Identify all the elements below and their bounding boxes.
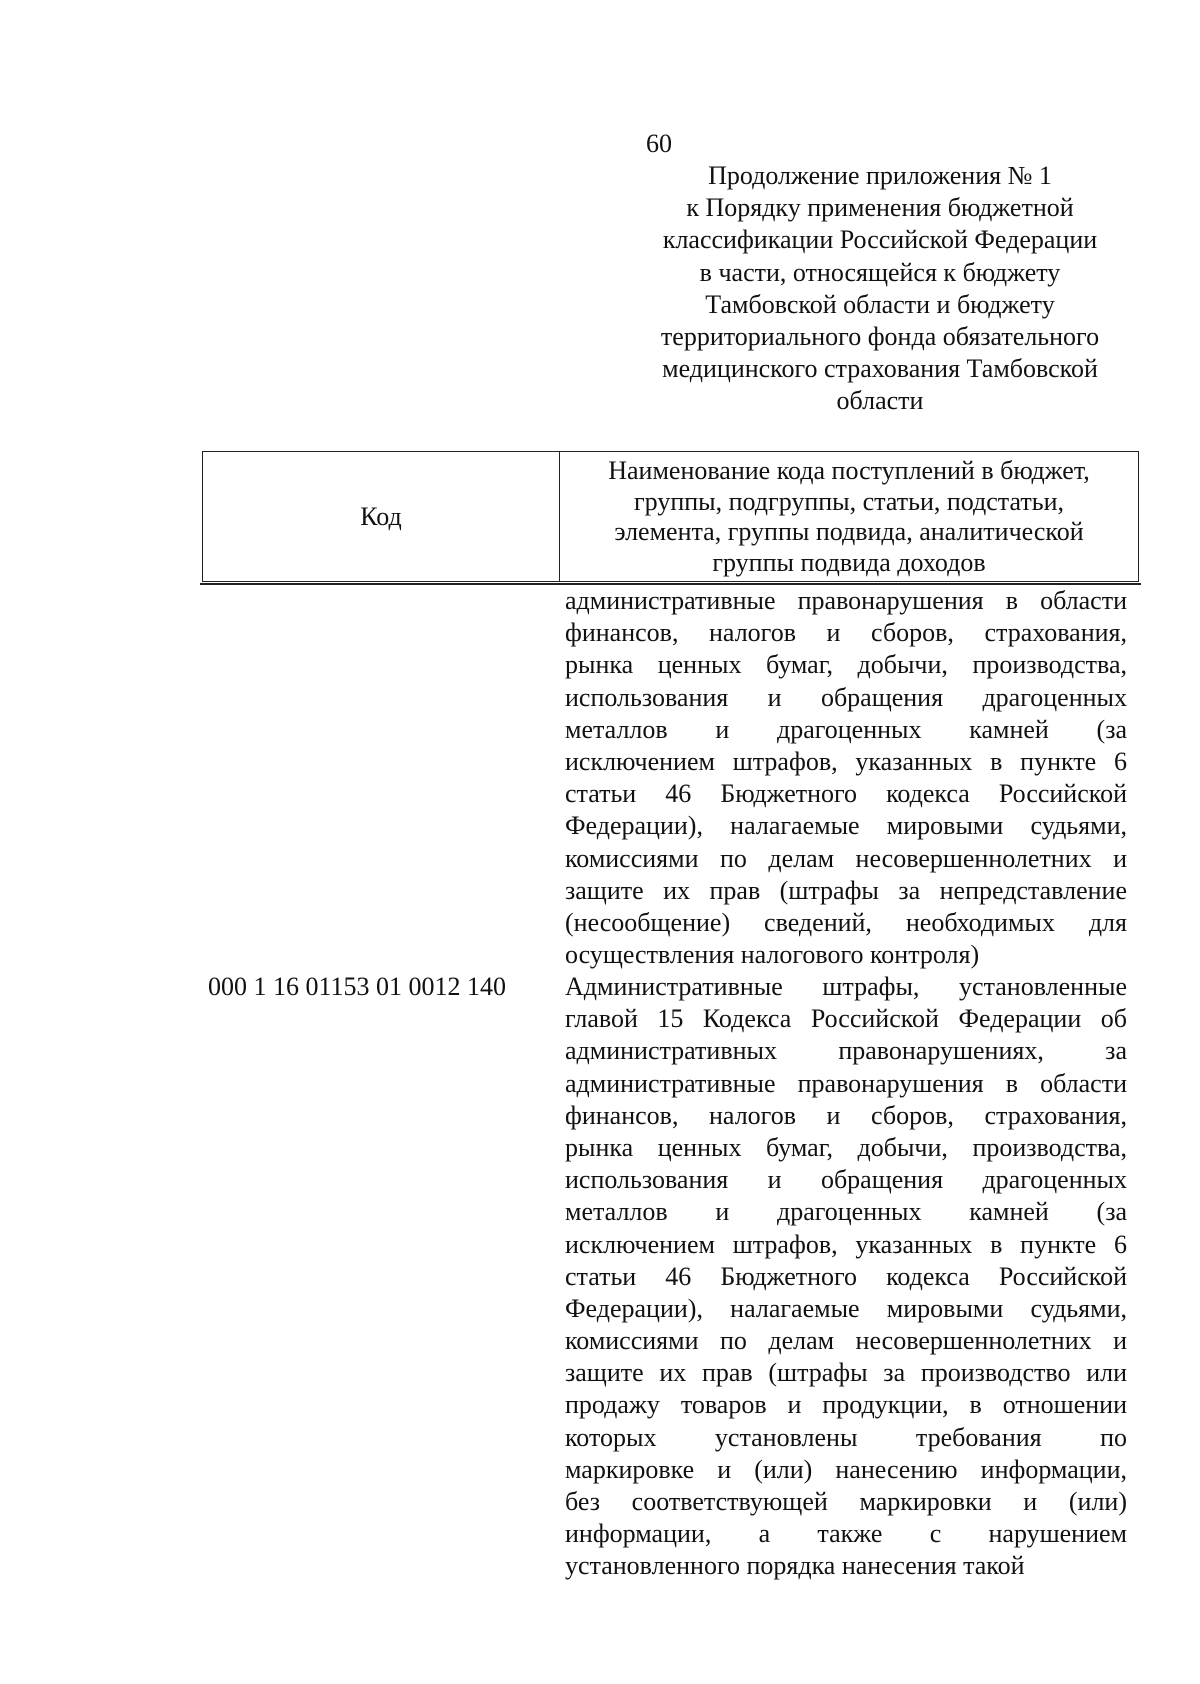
appendix-caption-line: территориального фонда обязательного (660, 322, 1100, 352)
header-name-line: группы подвида доходов (712, 547, 986, 577)
description-line: продажу товаров и продукции, в отношении (565, 1390, 1127, 1420)
appendix-caption (636, 160, 1124, 418)
description-line: Федерации), налагаемые мировыми судьями, (565, 1293, 1127, 1323)
description-line: административных правонарушениях, за (565, 1036, 1127, 1066)
description-line: установленного порядка нанесения такой (565, 1551, 1025, 1581)
description-line: Федерации), налагаемые мировыми судьями, (565, 811, 1127, 841)
description-line: информации, а также с нарушением (565, 1519, 1127, 1549)
description-line: комиссиями по делам несовершеннолетних и (565, 843, 1127, 873)
description-line: комиссиями по делам несовершеннолетних и (565, 1326, 1127, 1356)
row-description (565, 585, 1127, 971)
description-line: (несообщение) сведений, необходимых для (565, 907, 1127, 937)
description-line: металлов и драгоценных камней (за (565, 1197, 1127, 1227)
description-line: главой 15 Кодекса Российской Федерации об (565, 1004, 1127, 1034)
description-line: использования и обращения драгоценных (565, 1165, 1127, 1195)
description-line: статьи 46 Бюджетного кодекса Российской (565, 779, 1127, 809)
description-line: финансов, налогов и сборов, страхования, (565, 618, 1127, 648)
appendix-caption-line: в части, относящейся к бюджету (699, 257, 1061, 287)
description-line: использования и обращения драгоценных (565, 682, 1127, 712)
header-code-cell: Код (203, 452, 560, 581)
description-line: защите их прав (штрафы за производство или (565, 1358, 1127, 1388)
description-line: металлов и драгоценных камней (за (565, 714, 1127, 744)
appendix-caption-line: области (836, 386, 924, 416)
description-line: рынка ценных бумаг, добычи, производства, (565, 650, 1127, 680)
description-line: Административные штрафы, установленные (565, 972, 1127, 1001)
header-name-cell (560, 452, 1138, 581)
row-description (565, 971, 1127, 1583)
header-name-line: Наименование кода поступлений в бюджет, (608, 456, 1090, 485)
description-line: финансов, налогов и сборов, страхования, (565, 1100, 1127, 1130)
appendix-caption-line: классификации Российской Федерации (662, 225, 1098, 255)
description-line: осуществления налогового контроля) (565, 940, 980, 970)
description-line: статьи 46 Бюджетного кодекса Российской (565, 1261, 1127, 1291)
header-name-line: группы, подгруппы, статьи, подстатьи, (634, 486, 1064, 516)
table-header (202, 451, 1139, 582)
appendix-caption-line: Тамбовской области и бюджету (705, 289, 1055, 319)
appendix-caption-line: Продолжение приложения № 1 (708, 161, 1052, 190)
description-line: маркировке и (или) нанесению информации, (565, 1454, 1127, 1484)
description-line: которых установлены требования по (565, 1422, 1127, 1452)
description-line: без соответствующей маркировки и (или) (565, 1487, 1127, 1516)
row-code: 000 1 16 01153 01 0012 140 (208, 972, 507, 1001)
description-line: административные правонарушения в области (565, 1068, 1127, 1098)
header-name-line: элемента, группы подвида, аналитической (614, 517, 1084, 546)
description-line: исключением штрафов, указанных в пункте 6 (565, 746, 1127, 776)
description-line: административные правонарушения в области (565, 586, 1127, 615)
appendix-caption-line: медицинского страхования Тамбовской (662, 354, 1098, 384)
description-line: защите их прав (штрафы за непредставление (565, 875, 1127, 905)
appendix-caption-line: к Порядку применения бюджетной (686, 193, 1074, 223)
description-line: исключением штрафов, указанных в пункте 6 (565, 1229, 1127, 1259)
description-line: рынка ценных бумаг, добычи, производства, (565, 1132, 1127, 1162)
page-number: 60 (646, 129, 672, 158)
